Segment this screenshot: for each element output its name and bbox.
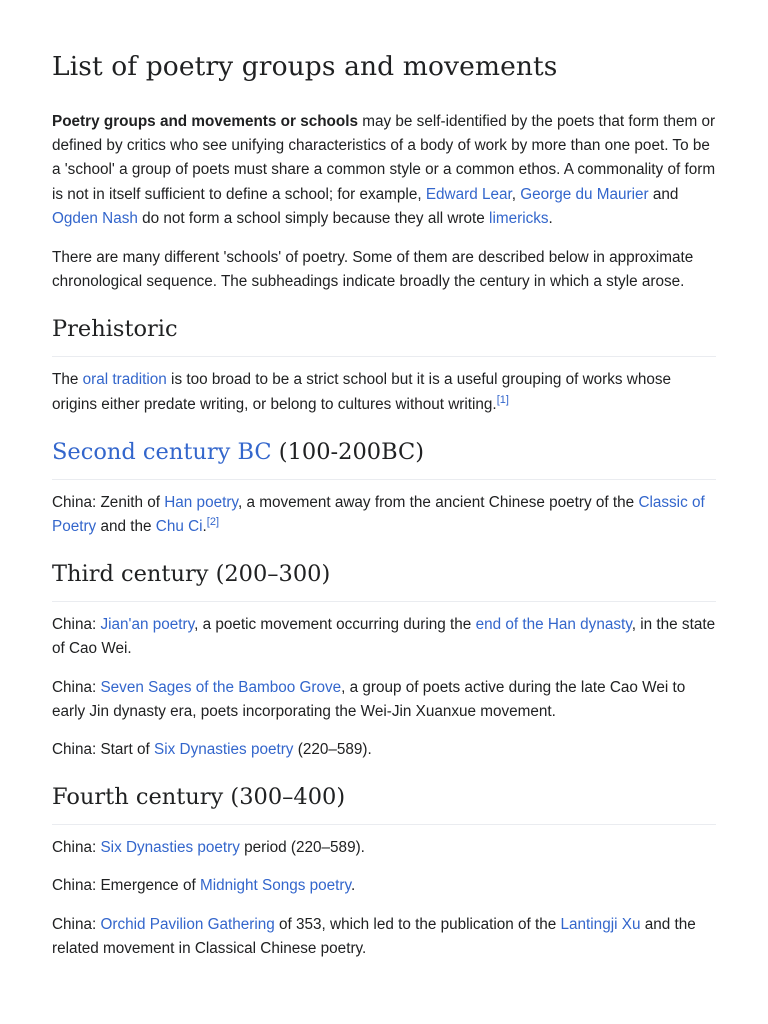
page-title: List of poetry groups and movements	[52, 51, 558, 82]
intro-paragraph	[52, 110, 716, 231]
link-george-du-maurier[interactable]: George du Maurier	[520, 185, 649, 203]
link-chu-ci[interactable]: Chu Ci	[155, 518, 203, 536]
link-end-of-han-dynasty[interactable]: end of the Han dynasty	[475, 616, 632, 634]
link-orchid-pavilion-gathering[interactable]: Orchid Pavilion Gathering	[100, 915, 275, 933]
reference-link[interactable]: [1]	[496, 393, 509, 406]
paragraph-text: of 353, which led to the publication of the	[274, 915, 561, 933]
link-midnight-songs-poetry[interactable]: Midnight Songs poetry	[199, 877, 352, 895]
paragraph-text: period (220–589).	[239, 839, 365, 857]
link-six-dynasties-poetry[interactable]: Six Dynasties poetry	[100, 839, 240, 857]
link-oral-tradition[interactable]: oral tradition	[82, 371, 167, 389]
section-third-century	[52, 557, 716, 762]
paragraph-text: China:	[52, 616, 101, 634]
link-han-poetry[interactable]: Han poetry	[164, 493, 238, 511]
reference-link[interactable]: [2]	[206, 515, 220, 528]
section-paragraph	[52, 738, 716, 762]
intro-separator: ,	[511, 185, 521, 203]
paragraph-text: (220–589).	[293, 741, 372, 759]
section-prehistoric	[52, 312, 716, 416]
intro-separator: and	[648, 185, 679, 203]
link-edward-lear[interactable]: Edward Lear	[425, 185, 512, 203]
link-ogden-nash[interactable]: Ogden Nash	[52, 209, 138, 227]
intro-text: do not form a school simply because they all wrote	[137, 209, 490, 227]
section-paragraph	[52, 491, 716, 539]
paragraph-text: , a poetic movement occurring during the	[194, 616, 476, 634]
intro-paragraph-2: There are many different 'schools' of poetry. Some of them are described below in approximate chronological sequence. The subheadings indicate broadly the century in which a style arose.	[52, 249, 694, 291]
paragraph-text: China:	[52, 915, 101, 933]
link-classic-of-poetry[interactable]: Classic of Poetry	[52, 493, 705, 536]
heading-text: (100-200BC)	[271, 438, 425, 465]
paragraph-text: China:	[52, 839, 101, 857]
section-heading-second-century-bc	[52, 435, 716, 469]
link-six-dynasties-poetry[interactable]: Six Dynasties poetry	[154, 741, 294, 759]
intro-text: may be self-identified by the poets that form them or defined by critics who see unifying characteristics of a body of work by more than one poet. To be a 'school' a group of poets must share a common style or a common ethos. A commonality of form is not in itself sufficient to define a school; for example,	[52, 113, 716, 203]
section-paragraph	[52, 836, 716, 860]
intro-bold-lead: Poetry groups and movements or schools	[52, 113, 359, 130]
paragraph-text: and the related movement in Classical Chinese poetry.	[52, 915, 696, 957]
article-content	[52, 48, 716, 961]
paragraph-text: China:	[52, 678, 101, 696]
paragraph-text: , a group of poets active during the late Cao Wei to early Jin dynasty era, poets incorporating the Wei-Jin Xuanxue movement.	[52, 678, 686, 720]
paragraph-text: China: Emergence of	[52, 877, 200, 895]
paragraph-text: .	[351, 877, 356, 895]
link-jianan-poetry[interactable]: Jian'an poetry	[100, 616, 195, 634]
paragraph-text: China: Zenith of	[52, 493, 165, 511]
link-limericks[interactable]: limericks	[489, 209, 549, 227]
paragraph-text: .	[202, 518, 207, 536]
link-second-century-bc[interactable]: Second century BC	[52, 438, 272, 465]
section-divider	[52, 824, 716, 825]
section-paragraph	[52, 368, 716, 416]
paragraph-text: , in the state of Cao Wei.	[52, 616, 716, 658]
paragraph-text: is too broad to be a strict school but it is a useful grouping of works whose origins either predate writing, or belong to cultures without writing.	[52, 371, 672, 413]
section-second-century-bc	[52, 435, 716, 539]
section-heading-prehistoric: Prehistoric	[52, 316, 178, 343]
paragraph-text: China: Start of	[52, 741, 155, 759]
paragraph-text: and the	[96, 518, 156, 536]
section-paragraph	[52, 913, 716, 961]
section-heading-third-century: Third century (200–300)	[52, 561, 331, 588]
intro-end: .	[548, 209, 553, 227]
section-heading-fourth-century: Fourth century (300–400)	[52, 784, 346, 811]
section-paragraph	[52, 676, 716, 724]
section-paragraph	[52, 613, 716, 661]
paragraph-text: The	[52, 371, 83, 389]
section-paragraph	[52, 874, 716, 898]
link-seven-sages-bamboo-grove[interactable]: Seven Sages of the Bamboo Grove	[100, 678, 342, 696]
section-divider	[52, 601, 716, 602]
section-fourth-century	[52, 780, 716, 961]
link-lantingji-xu[interactable]: Lantingji Xu	[560, 915, 641, 933]
paragraph-text: , a movement away from the ancient Chinese poetry of the	[237, 493, 639, 511]
section-divider	[52, 479, 716, 480]
section-divider	[52, 356, 716, 357]
